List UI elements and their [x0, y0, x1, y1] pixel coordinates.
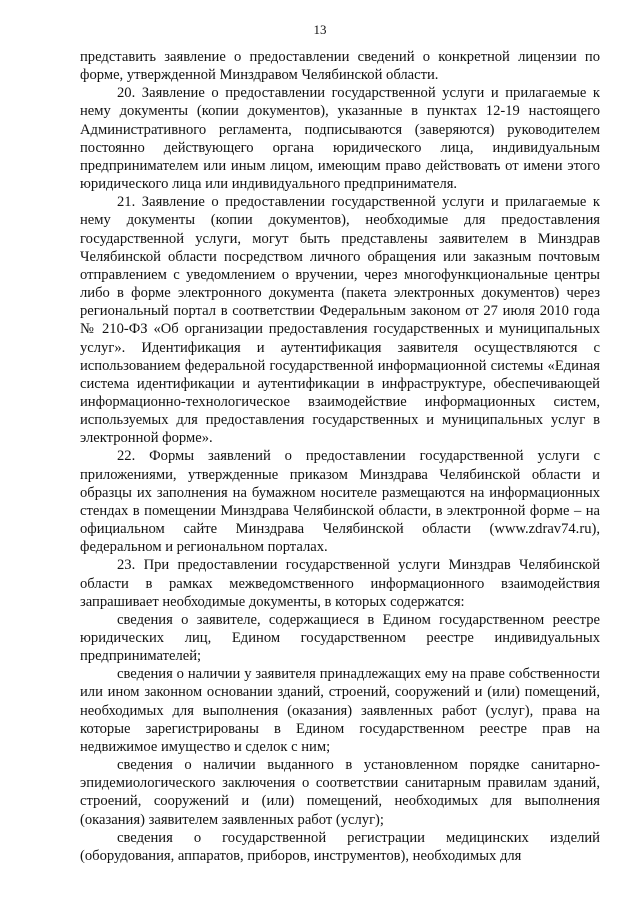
paragraph-23: 23. При предоставлении государственной услуги Минздрав Челябинской области в рамках межведомственного информационного взаимодействия запрашивает необходимые документы, в которых содержатся:	[80, 557, 600, 610]
list-item-sanitary-info: сведения о наличии выданного в установленном порядке санитарно-эпидемиологического заключения о соответствии санитарным правилам зданий, строений, сооружений и (или) помещений, необходимых для выполнения (оказания) заявителем заявленных работ (услуг);	[80, 757, 600, 828]
paragraph-continuation: представить заявление о предоставлении сведений о конкретной лицензии по форме, утвержденной Минздравом Челябинской области.	[80, 49, 600, 84]
paragraph-21: 21. Заявление о предоставлении государственной услуги и прилагаемые к нему документы (копии документов), необходимые для предоставления государственной услуги, могут быть представлены заявителем в Минздрав Челябинской области посредством личного обращения или заказным почтовым отправлением с уведомлением о вручении, через многофункциональные центры либо в форме электронного документа (пакета электронных документов) через региональный портал в соответствии Федеральным законом от 27 июля 2010 года № 210-ФЗ «Об организации предоставления государственных и муниципальных услуг». Идентификация и аутентификация заявителя осуществляются с использованием федеральной государственной информационной системы «Единая система идентификации и аутентификации в инфраструктуре, обеспечивающей информационно-технологическое взаимодействие информационных систем, используемых для предоставления государственных и муниципальных услуг в электронной форме».	[80, 194, 600, 447]
document-body	[80, 48, 600, 865]
paragraph-20: 20. Заявление о предоставлении государственной услуги и прилагаемые к нему документы (копии документов), указанные в пунктах 12-19 настоящего Административного регламента, подписываются (заверяются) руководителем постоянно действующего органа юридического лица, индивидуальным предпринимателем или иным лицом, имеющим право действовать от имени этого юридического лица или индивидуального предпринимателя.	[80, 85, 600, 193]
list-item-property-info: сведения о наличии у заявителя принадлежащих ему на праве собственности или ином законном основании зданий, строений, сооружений и (или) помещений, необходимых для выполнения (оказания) заявленных работ (услуг), права на которые зарегистрированы в Едином государственном реестре прав на недвижимое имущество и сделок с ним;	[80, 666, 600, 755]
page-number: 13	[313, 22, 327, 37]
paragraph-22: 22. Формы заявлений о предоставлении государственной услуги с приложениями, утвержденные приказом Минздрава Челябинской области и образцы их заполнения на бумажном носителе размещаются на информационных стендах в помещении Минздрава Челябинской области, в электронной форме – на официальном сайте Минздрава Челябинской области (www.zdrav74.ru), федеральном и региональном порталах.	[80, 448, 600, 556]
list-item-medical-devices-info: сведения о государственной регистрации медицинских изделий (оборудования, аппаратов, приборов, инструментов), необходимых для	[80, 829, 600, 864]
list-item-registry-info: сведения о заявителе, содержащиеся в Едином государственном реестре юридических лиц, Едином государственном реестре индивидуальных предпринимателей;	[80, 611, 600, 665]
